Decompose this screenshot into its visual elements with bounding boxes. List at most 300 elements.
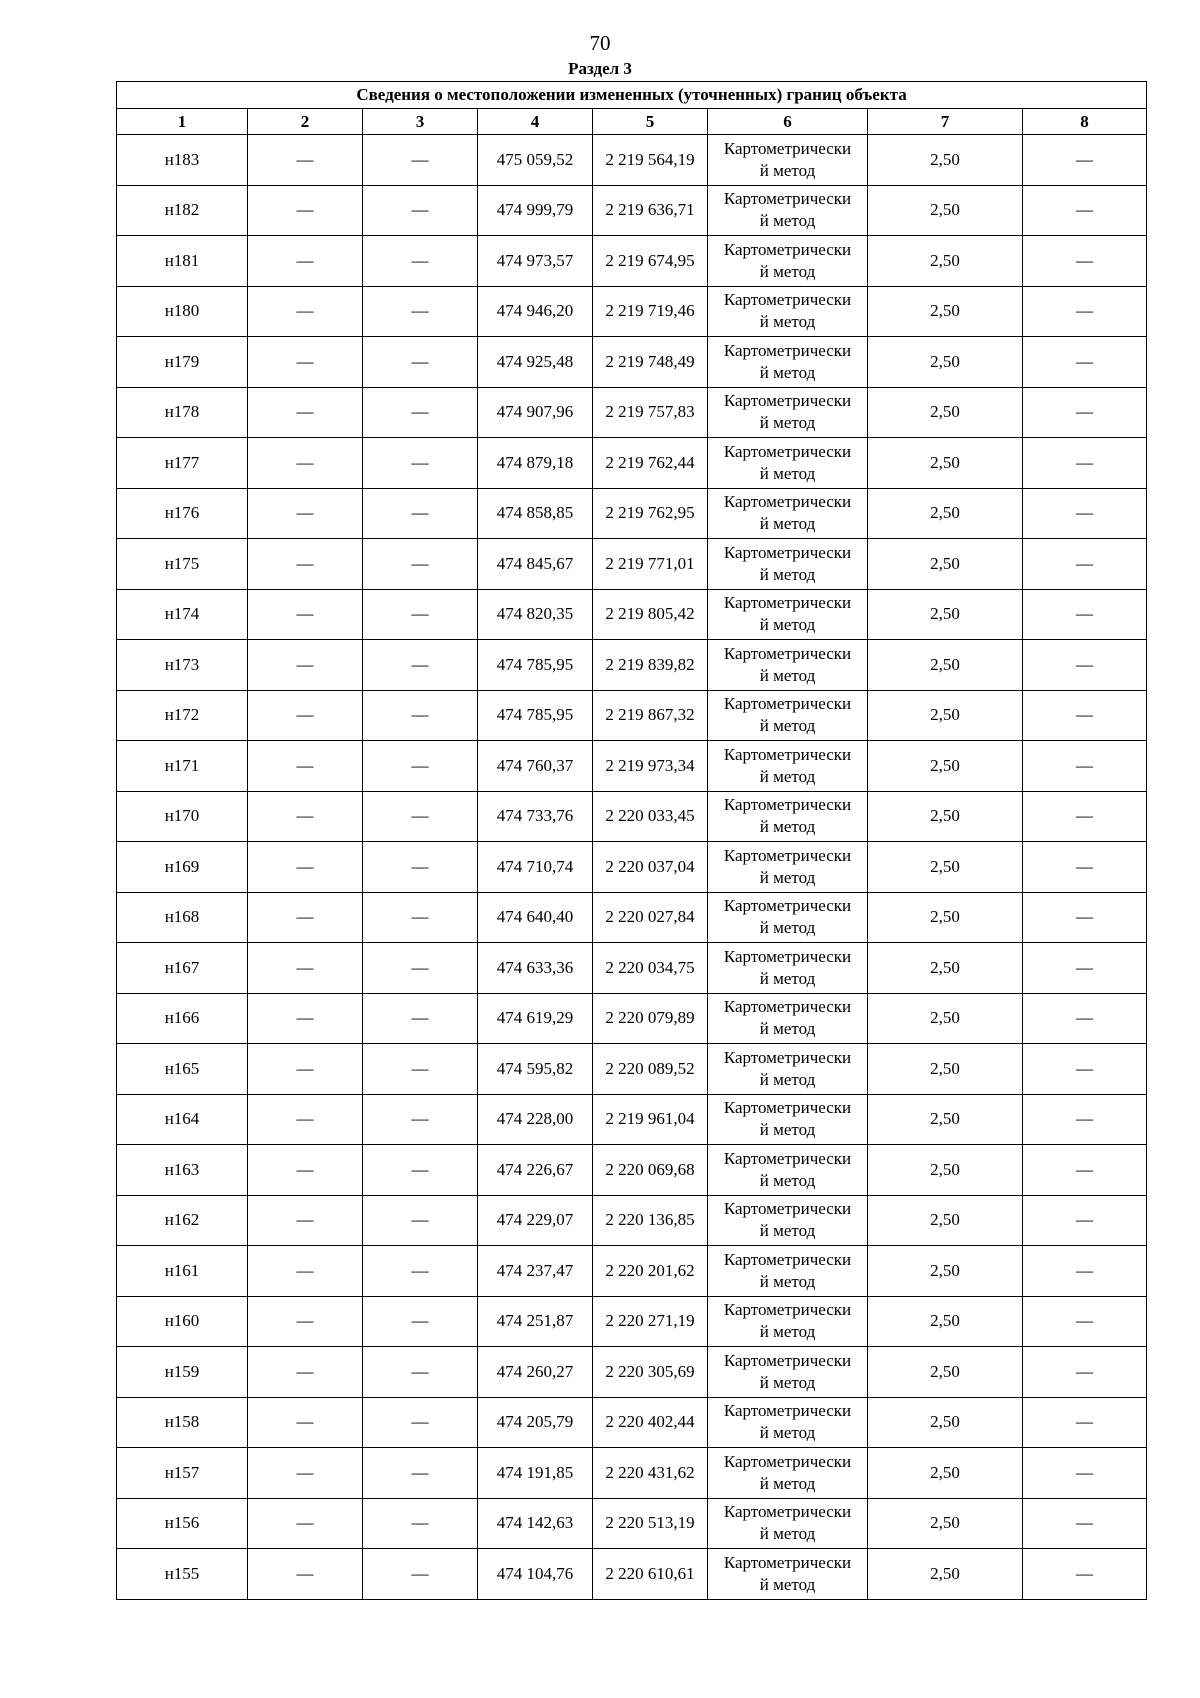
point-name-cell: н181	[117, 236, 248, 287]
y-coordinate-cell: 2 219 748,49	[593, 337, 708, 388]
accuracy-cell: 2,50	[868, 741, 1023, 792]
point-name-cell: н171	[117, 741, 248, 792]
method-line-1: Картометрически	[723, 1249, 852, 1269]
method-line-2: й метод	[759, 1524, 816, 1544]
dash-mark: —	[1076, 957, 1094, 977]
table-row	[117, 1195, 1147, 1246]
table-row	[117, 1296, 1147, 1347]
method-cell	[708, 1145, 868, 1196]
col3-empty-cell	[363, 1094, 478, 1145]
method-cell	[708, 640, 868, 691]
x-coordinate-cell: 475 059,52	[478, 135, 593, 186]
table-row	[117, 690, 1147, 741]
accuracy-cell: 2,50	[868, 640, 1023, 691]
y-coordinate-cell: 2 220 271,19	[593, 1296, 708, 1347]
col2-empty-cell	[248, 1246, 363, 1297]
table-row	[117, 1448, 1147, 1499]
col2-empty-cell	[248, 488, 363, 539]
method-line-1: Картометрически	[723, 1047, 852, 1067]
y-coordinate-cell: 2 219 961,04	[593, 1094, 708, 1145]
y-coordinate-cell: 2 220 136,85	[593, 1195, 708, 1246]
point-name-cell: н158	[117, 1397, 248, 1448]
method-cell	[708, 236, 868, 287]
col2-empty-cell	[248, 842, 363, 893]
x-coordinate-cell: 474 760,37	[478, 741, 593, 792]
dash-mark: —	[296, 149, 314, 169]
dash-mark: —	[296, 1260, 314, 1280]
method-line-2: й метод	[759, 615, 816, 635]
accuracy-cell: 2,50	[868, 1296, 1023, 1347]
table-row	[117, 539, 1147, 590]
method-line-1: Картометрически	[723, 1098, 852, 1118]
y-coordinate-cell: 2 220 305,69	[593, 1347, 708, 1398]
table-row	[117, 993, 1147, 1044]
page-number: 70	[589, 31, 611, 55]
accuracy-cell: 2,50	[868, 135, 1023, 186]
dash-mark: —	[1076, 1058, 1094, 1078]
y-coordinate-cell: 2 219 762,44	[593, 438, 708, 489]
method-line-1: Картометрически	[723, 795, 852, 815]
method-line-2: й метод	[759, 1170, 816, 1190]
col8-empty-cell	[1023, 1094, 1147, 1145]
table-row	[117, 185, 1147, 236]
dash-mark: —	[1076, 907, 1094, 927]
col3-empty-cell	[363, 1498, 478, 1549]
dash-mark: —	[296, 1311, 314, 1331]
point-name-cell: н160	[117, 1296, 248, 1347]
y-coordinate-cell: 2 220 431,62	[593, 1448, 708, 1499]
x-coordinate-cell: 474 733,76	[478, 791, 593, 842]
y-coordinate-cell: 2 219 564,19	[593, 135, 708, 186]
dash-mark: —	[296, 1361, 314, 1381]
dash-mark: —	[1076, 351, 1094, 371]
method-line-1: Картометрически	[723, 1199, 852, 1219]
x-coordinate-cell: 474 946,20	[478, 286, 593, 337]
dash-mark: —	[1076, 553, 1094, 573]
method-line-2: й метод	[759, 1372, 816, 1392]
method-cell	[708, 1195, 868, 1246]
col3-empty-cell	[363, 1044, 478, 1095]
col2-empty-cell	[248, 1397, 363, 1448]
method-line-2: й метод	[759, 1069, 816, 1089]
dash-mark: —	[411, 654, 429, 674]
point-name-cell: н182	[117, 185, 248, 236]
col8-empty-cell	[1023, 135, 1147, 186]
col8-empty-cell	[1023, 1195, 1147, 1246]
y-coordinate-cell: 2 219 839,82	[593, 640, 708, 691]
dash-mark: —	[296, 907, 314, 927]
y-coordinate-cell: 2 220 034,75	[593, 943, 708, 994]
column-header: 4	[478, 109, 593, 135]
dash-mark: —	[296, 1159, 314, 1179]
col2-empty-cell	[248, 892, 363, 943]
dash-mark: —	[296, 402, 314, 422]
y-coordinate-cell: 2 220 201,62	[593, 1246, 708, 1297]
x-coordinate-cell: 474 260,27	[478, 1347, 593, 1398]
method-cell	[708, 589, 868, 640]
accuracy-cell: 2,50	[868, 236, 1023, 287]
col3-empty-cell	[363, 135, 478, 186]
col8-empty-cell	[1023, 387, 1147, 438]
accuracy-cell: 2,50	[868, 1347, 1023, 1398]
x-coordinate-cell: 474 104,76	[478, 1549, 593, 1600]
method-line-2: й метод	[759, 817, 816, 837]
col3-empty-cell	[363, 488, 478, 539]
dash-mark: —	[296, 452, 314, 472]
col3-empty-cell	[363, 1549, 478, 1600]
accuracy-cell: 2,50	[868, 589, 1023, 640]
method-cell	[708, 1044, 868, 1095]
col3-empty-cell	[363, 993, 478, 1044]
col2-empty-cell	[248, 1094, 363, 1145]
method-line-1: Картометрически	[723, 845, 852, 865]
col8-empty-cell	[1023, 1145, 1147, 1196]
method-cell	[708, 1246, 868, 1297]
dash-mark: —	[411, 957, 429, 977]
col8-empty-cell	[1023, 539, 1147, 590]
x-coordinate-cell: 474 251,87	[478, 1296, 593, 1347]
method-line-1: Картометрически	[723, 997, 852, 1017]
point-name-cell: н163	[117, 1145, 248, 1196]
method-cell	[708, 1397, 868, 1448]
column-header: 8	[1023, 109, 1147, 135]
accuracy-cell: 2,50	[868, 1094, 1023, 1145]
dash-mark: —	[411, 250, 429, 270]
method-line-1: Картометрически	[723, 1148, 852, 1168]
col8-empty-cell	[1023, 236, 1147, 287]
dash-mark: —	[411, 1159, 429, 1179]
column-header: 6	[708, 109, 868, 135]
y-coordinate-cell: 2 220 402,44	[593, 1397, 708, 1448]
col2-empty-cell	[248, 539, 363, 590]
x-coordinate-cell: 474 237,47	[478, 1246, 593, 1297]
col3-empty-cell	[363, 1145, 478, 1196]
col3-empty-cell	[363, 539, 478, 590]
col8-empty-cell	[1023, 1347, 1147, 1398]
dash-mark: —	[411, 351, 429, 371]
col2-empty-cell	[248, 741, 363, 792]
y-coordinate-cell: 2 220 089,52	[593, 1044, 708, 1095]
table-row	[117, 842, 1147, 893]
dash-mark: —	[411, 1311, 429, 1331]
col2-empty-cell	[248, 1448, 363, 1499]
dash-mark: —	[296, 705, 314, 725]
method-line-2: й метод	[759, 514, 816, 534]
accuracy-cell: 2,50	[868, 539, 1023, 590]
point-name-cell: н162	[117, 1195, 248, 1246]
method-line-1: Картометрически	[723, 1451, 852, 1471]
col8-empty-cell	[1023, 286, 1147, 337]
x-coordinate-cell: 474 785,95	[478, 690, 593, 741]
method-cell	[708, 539, 868, 590]
method-line-2: й метод	[759, 1019, 816, 1039]
accuracy-cell: 2,50	[868, 993, 1023, 1044]
col3-empty-cell	[363, 842, 478, 893]
method-cell	[708, 286, 868, 337]
table-row	[117, 387, 1147, 438]
accuracy-cell: 2,50	[868, 286, 1023, 337]
dash-mark: —	[296, 301, 314, 321]
dash-mark: —	[411, 1412, 429, 1432]
y-coordinate-cell: 2 219 973,34	[593, 741, 708, 792]
method-line-1: Картометрически	[723, 492, 852, 512]
col8-empty-cell	[1023, 1044, 1147, 1095]
x-coordinate-cell: 474 925,48	[478, 337, 593, 388]
x-coordinate-cell: 474 619,29	[478, 993, 593, 1044]
y-coordinate-cell: 2 220 027,84	[593, 892, 708, 943]
col8-empty-cell	[1023, 791, 1147, 842]
col2-empty-cell	[248, 135, 363, 186]
method-cell	[708, 337, 868, 388]
col3-empty-cell	[363, 1397, 478, 1448]
col8-empty-cell	[1023, 589, 1147, 640]
table-row	[117, 488, 1147, 539]
dash-mark: —	[296, 1563, 314, 1583]
method-line-2: й метод	[759, 766, 816, 786]
point-name-cell: н164	[117, 1094, 248, 1145]
col3-empty-cell	[363, 741, 478, 792]
column-header: 5	[593, 109, 708, 135]
method-line-2: й метод	[759, 665, 816, 685]
table-row	[117, 1397, 1147, 1448]
col3-empty-cell	[363, 943, 478, 994]
y-coordinate-cell: 2 219 805,42	[593, 589, 708, 640]
table-row	[117, 892, 1147, 943]
col2-empty-cell	[248, 387, 363, 438]
x-coordinate-cell: 474 633,36	[478, 943, 593, 994]
point-name-cell: н165	[117, 1044, 248, 1095]
dash-mark: —	[296, 654, 314, 674]
y-coordinate-cell: 2 220 037,04	[593, 842, 708, 893]
dash-mark: —	[296, 806, 314, 826]
dash-mark: —	[296, 351, 314, 371]
method-line-1: Картометрически	[723, 694, 852, 714]
y-coordinate-cell: 2 220 610,61	[593, 1549, 708, 1600]
y-coordinate-cell: 2 219 719,46	[593, 286, 708, 337]
method-line-2: й метод	[759, 362, 816, 382]
method-line-1: Картометрически	[723, 441, 852, 461]
col2-empty-cell	[248, 791, 363, 842]
dash-mark: —	[411, 604, 429, 624]
method-cell	[708, 791, 868, 842]
method-cell	[708, 741, 868, 792]
dash-mark: —	[296, 553, 314, 573]
col8-empty-cell	[1023, 993, 1147, 1044]
point-name-cell: н176	[117, 488, 248, 539]
col3-empty-cell	[363, 1195, 478, 1246]
dash-mark: —	[296, 1513, 314, 1533]
method-line-1: Картометрически	[723, 643, 852, 663]
method-cell	[708, 1549, 868, 1600]
col2-empty-cell	[248, 185, 363, 236]
method-line-2: й метод	[759, 968, 816, 988]
x-coordinate-cell: 474 999,79	[478, 185, 593, 236]
point-name-cell: н175	[117, 539, 248, 590]
table-row	[117, 640, 1147, 691]
table-row	[117, 1498, 1147, 1549]
point-name-cell: н178	[117, 387, 248, 438]
point-name-cell: н180	[117, 286, 248, 337]
accuracy-cell: 2,50	[868, 943, 1023, 994]
x-coordinate-cell: 474 226,67	[478, 1145, 593, 1196]
point-name-cell: н156	[117, 1498, 248, 1549]
col2-empty-cell	[248, 690, 363, 741]
dash-mark: —	[411, 1462, 429, 1482]
col3-empty-cell	[363, 1296, 478, 1347]
dash-mark: —	[296, 1008, 314, 1028]
dash-mark: —	[296, 1412, 314, 1432]
dash-mark: —	[411, 1210, 429, 1230]
dash-mark: —	[296, 1462, 314, 1482]
method-line-2: й метод	[759, 261, 816, 281]
y-coordinate-cell: 2 219 757,83	[593, 387, 708, 438]
col8-empty-cell	[1023, 1246, 1147, 1297]
accuracy-cell: 2,50	[868, 842, 1023, 893]
x-coordinate-cell: 474 142,63	[478, 1498, 593, 1549]
dash-mark: —	[411, 1513, 429, 1533]
col2-empty-cell	[248, 1145, 363, 1196]
method-cell	[708, 993, 868, 1044]
x-coordinate-cell: 474 191,85	[478, 1448, 593, 1499]
dash-mark: —	[411, 856, 429, 876]
method-line-2: й метод	[759, 867, 816, 887]
dash-mark: —	[1076, 1563, 1094, 1583]
accuracy-cell: 2,50	[868, 1498, 1023, 1549]
method-line-2: й метод	[759, 1271, 816, 1291]
dash-mark: —	[1076, 1412, 1094, 1432]
point-name-cell: н161	[117, 1246, 248, 1297]
accuracy-cell: 2,50	[868, 1044, 1023, 1095]
table-header-row	[117, 109, 1147, 135]
table-row	[117, 337, 1147, 388]
accuracy-cell: 2,50	[868, 185, 1023, 236]
col3-empty-cell	[363, 1347, 478, 1398]
y-coordinate-cell: 2 219 762,95	[593, 488, 708, 539]
method-cell	[708, 842, 868, 893]
method-line-2: й метод	[759, 211, 816, 231]
table-row	[117, 236, 1147, 287]
dash-mark: —	[1076, 301, 1094, 321]
method-cell	[708, 387, 868, 438]
col8-empty-cell	[1023, 1397, 1147, 1448]
dash-mark: —	[1076, 755, 1094, 775]
accuracy-cell: 2,50	[868, 690, 1023, 741]
method-line-1: Картометрически	[723, 1552, 852, 1572]
dash-mark: —	[411, 1563, 429, 1583]
accuracy-cell: 2,50	[868, 438, 1023, 489]
accuracy-cell: 2,50	[868, 337, 1023, 388]
col2-empty-cell	[248, 1195, 363, 1246]
col8-empty-cell	[1023, 741, 1147, 792]
column-header: 3	[363, 109, 478, 135]
table-row	[117, 286, 1147, 337]
dash-mark: —	[1076, 250, 1094, 270]
col2-empty-cell	[248, 236, 363, 287]
dash-mark: —	[1076, 1361, 1094, 1381]
point-name-cell: н169	[117, 842, 248, 893]
dash-mark: —	[411, 301, 429, 321]
point-name-cell: н166	[117, 993, 248, 1044]
method-line-2: й метод	[759, 312, 816, 332]
dash-mark: —	[411, 705, 429, 725]
column-header: 7	[868, 109, 1023, 135]
col2-empty-cell	[248, 1498, 363, 1549]
table-row	[117, 1145, 1147, 1196]
method-line-2: й метод	[759, 1473, 816, 1493]
method-cell	[708, 185, 868, 236]
y-coordinate-cell: 2 220 069,68	[593, 1145, 708, 1196]
method-cell	[708, 438, 868, 489]
point-name-cell: н159	[117, 1347, 248, 1398]
method-line-2: й метод	[759, 1423, 816, 1443]
table-row	[117, 1044, 1147, 1095]
dash-mark: —	[411, 1260, 429, 1280]
dash-mark: —	[1076, 200, 1094, 220]
method-cell	[708, 892, 868, 943]
dash-mark: —	[411, 1008, 429, 1028]
x-coordinate-cell: 474 640,40	[478, 892, 593, 943]
col2-empty-cell	[248, 286, 363, 337]
dash-mark: —	[411, 1361, 429, 1381]
col3-empty-cell	[363, 690, 478, 741]
table-row	[117, 438, 1147, 489]
dash-mark: —	[296, 250, 314, 270]
col3-empty-cell	[363, 791, 478, 842]
col3-empty-cell	[363, 286, 478, 337]
method-line-1: Картометрически	[723, 138, 852, 158]
section-title: Раздел 3	[568, 59, 632, 78]
dash-mark: —	[1076, 149, 1094, 169]
dash-mark: —	[296, 856, 314, 876]
col3-empty-cell	[363, 236, 478, 287]
dash-mark: —	[296, 1109, 314, 1129]
accuracy-cell: 2,50	[868, 1145, 1023, 1196]
table-row	[117, 135, 1147, 186]
dash-mark: —	[1076, 1513, 1094, 1533]
col8-empty-cell	[1023, 488, 1147, 539]
dash-mark: —	[1076, 705, 1094, 725]
point-name-cell: н155	[117, 1549, 248, 1600]
method-cell	[708, 1448, 868, 1499]
dash-mark: —	[411, 452, 429, 472]
dash-mark: —	[296, 957, 314, 977]
dash-mark: —	[1076, 1159, 1094, 1179]
table-row	[117, 589, 1147, 640]
x-coordinate-cell: 474 710,74	[478, 842, 593, 893]
dash-mark: —	[1076, 402, 1094, 422]
accuracy-cell: 2,50	[868, 387, 1023, 438]
col2-empty-cell	[248, 1549, 363, 1600]
method-cell	[708, 488, 868, 539]
dash-mark: —	[1076, 1008, 1094, 1028]
dash-mark: —	[411, 907, 429, 927]
table-row	[117, 741, 1147, 792]
dash-mark: —	[296, 200, 314, 220]
col3-empty-cell	[363, 387, 478, 438]
x-coordinate-cell: 474 820,35	[478, 589, 593, 640]
col2-empty-cell	[248, 589, 363, 640]
table-row	[117, 1094, 1147, 1145]
dash-mark: —	[296, 1058, 314, 1078]
dash-mark: —	[1076, 604, 1094, 624]
col3-empty-cell	[363, 438, 478, 489]
dash-mark: —	[1076, 1260, 1094, 1280]
method-line-2: й метод	[759, 160, 816, 180]
x-coordinate-cell: 474 907,96	[478, 387, 593, 438]
col3-empty-cell	[363, 589, 478, 640]
y-coordinate-cell: 2 220 513,19	[593, 1498, 708, 1549]
dash-mark: —	[1076, 452, 1094, 472]
